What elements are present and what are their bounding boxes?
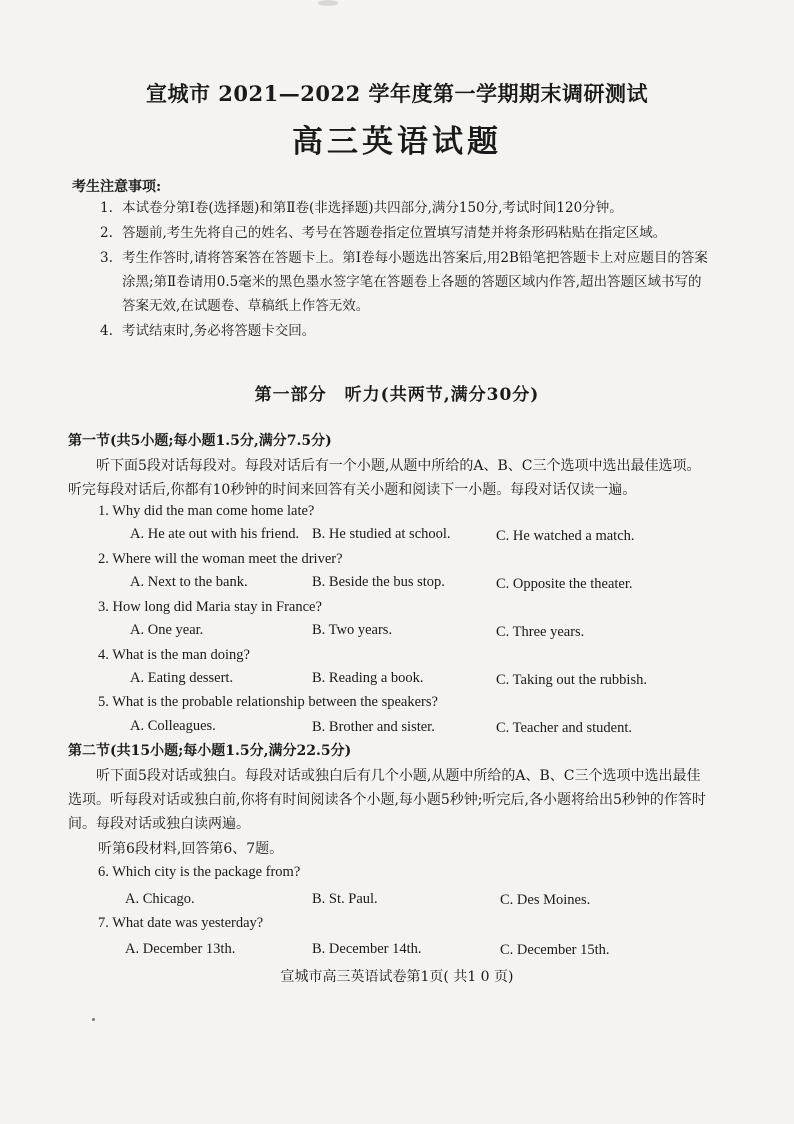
section2-heading: 第二节(共15小题;每小题1.5分,满分22.5分) — [68, 743, 352, 759]
option-c: C. He watched a match. — [496, 528, 635, 544]
option-a: A. Chicago. — [125, 891, 195, 907]
question-stem: 3. How long did Maria stay in France? — [98, 599, 322, 615]
option-c: C. Opposite the theater. — [496, 576, 633, 592]
option-b: B. Two years. — [312, 622, 393, 638]
section2-instructions: 听下面5段对话或独白。每段对话或独白后有几个小题,从题中所给的A、B、C三个选项中选出最佳选项。听每段对话或独白前,你将有时间阅读各个小题,每小题5秒钟;听完后,各小题将给出5秒钟的作答时间。每段对话或独白读两遍。 — [68, 768, 706, 832]
section1-instructions: 听下面5段对话每段对。每段对话后有一个小题,从题中所给的A、B、C三个选项中选出最佳选项。听完每段对话后,你都有10秒钟的时间来回答有关小题和阅读下一小题。每段对话仅读一遍。 — [68, 458, 701, 498]
option-a: A. One year. — [130, 622, 204, 638]
option-a: A. Colleagues. — [130, 718, 216, 734]
section1-heading: 第一节(共5小题;每小题1.5分,满分7.5分) — [68, 433, 332, 449]
notice-item — [100, 319, 710, 343]
notice-text: 考试结束时,务必将答题卡交回。 — [122, 323, 316, 339]
option-b: B. St. Paul. — [312, 891, 378, 907]
question-stem: 5. What is the probable relationship between the speakers? — [98, 694, 438, 710]
question-stem: 1. Why did the man come home late? — [98, 503, 315, 519]
notice-text: 考生作答时,请将答案答在答题卡上。第Ⅰ卷每小题选出答案后,用2B铅笔把答题卡上对应题目的答案涂黑;第Ⅱ卷请用0.5毫米的黑色墨水签字笔在答题卷上各题的答题区域内作答,超出答题区域书写的答案无效,在试题卷、草稿纸上作答无效。 — [122, 250, 708, 314]
notice-text: 答题前,考生先将自己的姓名、考号在答题卷指定位置填写清楚并将条形码粘贴在指定区域。 — [122, 225, 667, 241]
notice-number: 3. — [100, 250, 113, 266]
notice-item — [100, 196, 710, 220]
notice-number: 1. — [100, 200, 113, 216]
option-c: C. Three years. — [496, 624, 585, 640]
notice-heading: 考生注意事项: — [72, 179, 162, 195]
question-stem: 6. Which city is the package from? — [98, 864, 301, 880]
option-c: C. Des Moines. — [500, 892, 591, 908]
exam-subject-title: 高三英语试题 — [292, 124, 502, 160]
option-b: B. Brother and sister. — [312, 719, 435, 735]
scan-smudge — [318, 0, 338, 6]
option-c: C. Taking out the rubbish. — [496, 672, 647, 688]
notice-item — [100, 246, 710, 318]
option-b: B. December 14th. — [312, 941, 422, 957]
notice-number: 2. — [100, 225, 113, 241]
notice-item — [100, 221, 710, 245]
page-footer: 宣城市高三英语试卷第1页( 共1 0 页) — [280, 969, 514, 985]
option-a: A. December 13th. — [125, 941, 236, 957]
notice-list — [100, 196, 710, 344]
option-a: A. He ate out with his friend. — [130, 526, 300, 542]
option-a: A. Next to the bank. — [130, 574, 248, 590]
option-c: C. December 15th. — [500, 942, 610, 958]
material-note: 听第6段材料,回答第6、7题。 — [98, 841, 284, 857]
scan-dot — [92, 1018, 95, 1021]
option-c: C. Teacher and student. — [496, 720, 633, 736]
question-stem: 4. What is the man doing? — [98, 647, 250, 663]
exam-title: 宣城市 2021—2022 学年度第一学期期末调研测试 — [145, 81, 648, 106]
question-stem: 2. Where will the woman meet the driver? — [98, 551, 343, 567]
notice-number: 4. — [100, 323, 113, 339]
notice-text: 本试卷分第Ⅰ卷(选择题)和第Ⅱ卷(非选择题)共四部分,满分150分,考试时间120分钟。 — [122, 200, 623, 216]
option-b: B. Reading a book. — [312, 670, 424, 686]
option-b: B. He studied at school. — [312, 526, 451, 542]
question-stem: 7. What date was yesterday? — [98, 915, 264, 931]
option-a: A. Eating dessert. — [130, 670, 234, 686]
option-b: B. Beside the bus stop. — [312, 574, 445, 590]
part1-title: 第一部分 听力(共两节,满分30分) — [254, 385, 540, 405]
